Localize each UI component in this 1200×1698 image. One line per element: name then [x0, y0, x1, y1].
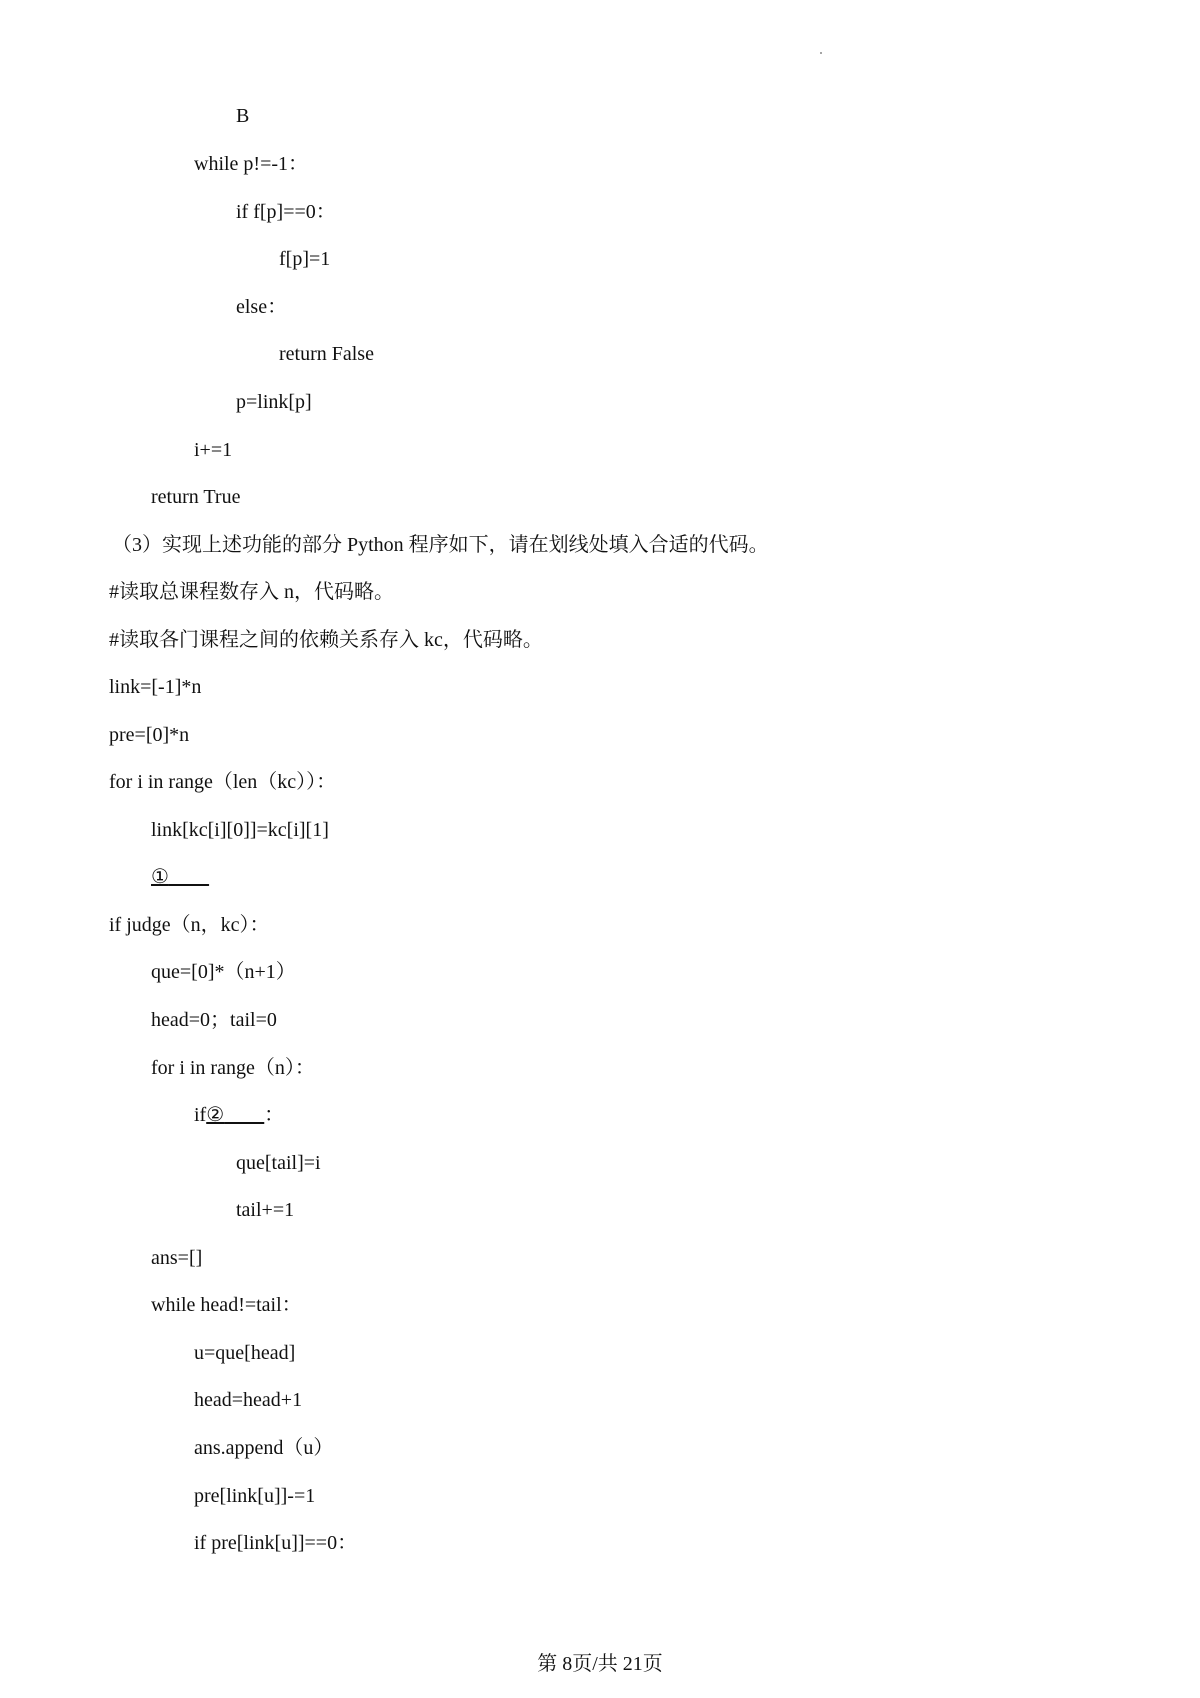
code-line: p=link[p] — [236, 391, 312, 413]
if-keyword: if — [194, 1104, 207, 1126]
code-line: if pre[link[u]]==0： — [194, 1532, 358, 1554]
blank-1-underline: ____ — [168, 866, 209, 888]
code-line: return False — [279, 343, 374, 365]
code-line-blank-2 — [194, 1103, 284, 1127]
blank-2 — [206, 1104, 264, 1126]
code-line: if f[p]==0： — [236, 201, 336, 223]
code-line: head=head+1 — [194, 1389, 303, 1411]
code-line: for i in range（n）： — [151, 1057, 315, 1079]
code-line: if judge（n，kc）： — [109, 914, 270, 936]
page-footer: 第 8页/共 21页 — [537, 1653, 663, 1675]
code-line: pre[link[u]]-=1 — [194, 1485, 316, 1507]
question-text: （3）实现上述功能的部分 Python 程序如下，请在划线处填入合适的代码。 — [112, 534, 769, 556]
code-line: while head!=tail： — [151, 1294, 302, 1316]
blank-2-label: ② — [206, 1104, 225, 1126]
code-comment: #读取各门课程之间的依赖关系存入 kc，代码略。 — [109, 629, 543, 651]
code-line: i+=1 — [194, 439, 233, 461]
blank-2-underline: ____ — [224, 1104, 265, 1126]
code-line: return True — [151, 486, 241, 508]
code-line: link[kc[i][0]]=kc[i][1] — [151, 819, 329, 841]
code-line: else： — [236, 296, 288, 318]
code-line: f[p]=1 — [279, 248, 331, 270]
code-line: while p!=-1： — [194, 153, 309, 175]
colon: ： — [264, 1104, 285, 1126]
code-line: u=que[head] — [194, 1342, 296, 1364]
code-line: ans.append（u） — [194, 1437, 334, 1459]
code-line: B — [236, 105, 250, 127]
blank-1 — [151, 865, 209, 889]
code-line: tail+=1 — [236, 1199, 295, 1221]
code-line: ans=[] — [151, 1247, 203, 1269]
scan-speck — [820, 52, 822, 54]
code-line: que=[0]*（n+1） — [151, 961, 296, 983]
code-line: link=[-1]*n — [109, 676, 202, 698]
code-line: for i in range（len（kc））： — [109, 771, 337, 793]
code-line: que[tail]=i — [236, 1152, 321, 1174]
code-line: pre=[0]*n — [109, 724, 190, 746]
code-line: head=0；tail=0 — [151, 1009, 277, 1031]
code-comment: #读取总课程数存入 n，代码略。 — [109, 581, 394, 603]
blank-1-label: ① — [151, 866, 169, 888]
